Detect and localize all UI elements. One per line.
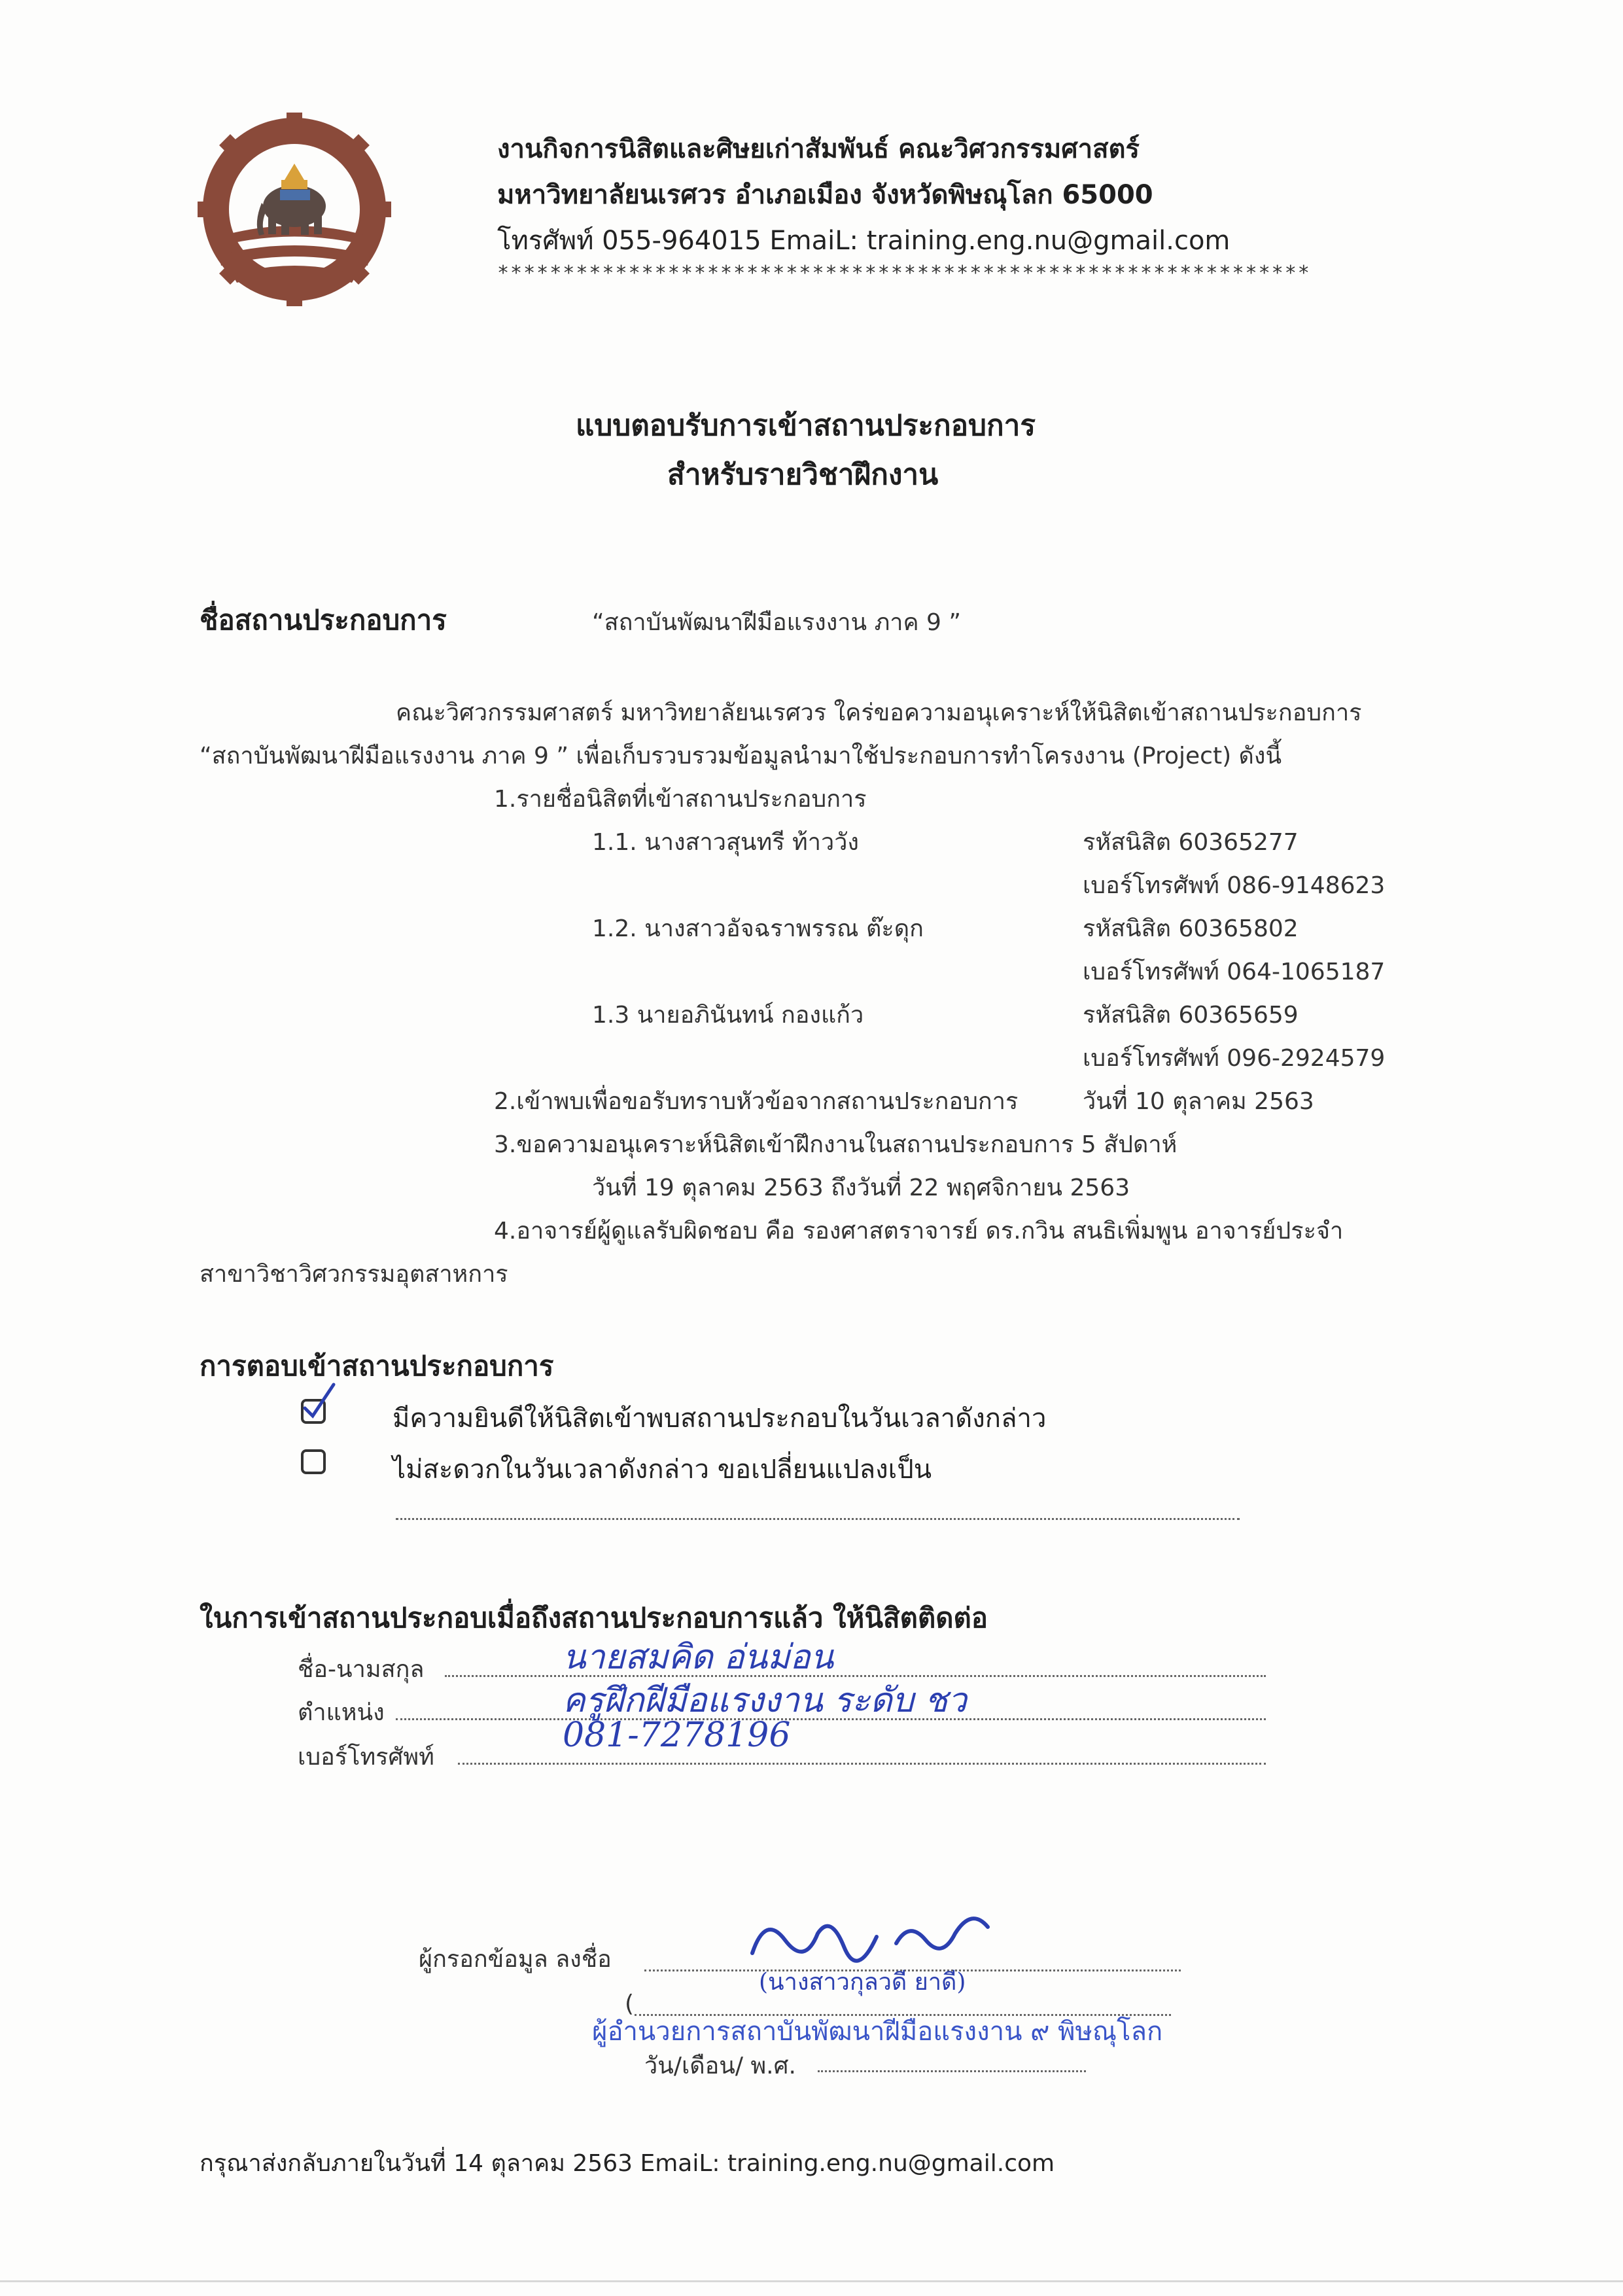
gear-elephant-logo-icon (196, 111, 393, 308)
alternative-date-field[interactable] (396, 1518, 1240, 1520)
signature-label: ผู้กรอกข้อมูล ลงชื่อ (419, 1946, 612, 1973)
signed-name: (นางสาวกุลวดี ยาดี) (759, 1969, 966, 1996)
date-label: วัน/เดือน/ พ.ศ. (644, 2053, 796, 2079)
student-1-phone: เบอร์โทรศัพท์ 086-9148623 (1083, 872, 1386, 899)
item-2-date: วันที่ 10 ตุลาคม 2563 (1083, 1088, 1314, 1115)
signature-scribble-icon (746, 1901, 1007, 1973)
decline-checkbox[interactable] (301, 1449, 326, 1474)
contact-position-value[interactable]: ครูฝึกฝีมือแรงงาน ระดับ ชว (563, 1681, 967, 1720)
contact-phone-line (458, 1763, 1266, 1765)
header-line-2: มหาวิทยาลัยนเรศวร อำเภอเมือง จังหวัดพิษณุโลก 65000 (497, 180, 1153, 210)
page-title: แบบตอบรับการเข้าสถานประกอบการ (576, 409, 1036, 442)
header-stars: ************************************************************** (497, 262, 1311, 285)
faculty-logo (196, 111, 393, 308)
accept-checkbox[interactable] (301, 1399, 326, 1424)
page-bottom-edge (0, 2280, 1623, 2282)
student-1-id: รหัสนิสิต 60365277 (1083, 829, 1299, 856)
contact-name-value[interactable]: นายสมคิด อ่นม่อน (563, 1638, 834, 1677)
company-value: “สถาบันพัฒนาฝีมือแรงงาน ภาค 9 ” (592, 609, 962, 636)
header-line-3: โทรศัพท์ 055-964015 EmaiL: training.eng.nu@gmail.com (497, 226, 1230, 256)
item-3-dates: วันที่ 19 ตุลาคม 2563 ถึงวันที่ 22 พฤศจิกายน 2563 (592, 1174, 1130, 1201)
student-3-name: 1.3 นายอภินันทน์ กองแก้ว (592, 1002, 864, 1029)
page-subtitle: สำหรับรายวิชาฝึกงาน (667, 458, 939, 491)
student-3-id: รหัสนิสิต 60365659 (1083, 1002, 1299, 1029)
item-4-line-1: 4.อาจารย์ผู้ดูแลรับผิดชอบ คือ รองศาสตราจารย์ ดร.กวิน สนธิเพิ่มพูน อาจารย์ประจำ (494, 1218, 1344, 1245)
date-line[interactable] (818, 2070, 1086, 2072)
accept-option-label: มีความยินดีให้นิสิตเข้าพบสถานประกอบในวันเวลาดังกล่าว (393, 1404, 1047, 1434)
student-3-phone: เบอร์โทรศัพท์ 096-2924579 (1083, 1045, 1386, 1072)
decline-option-label: ไม่สะดวกในวันเวลาดังกล่าว ขอเปลี่ยนแปลงเป็น (393, 1455, 932, 1485)
header-line-1: งานกิจการนิสิตและศิษยเก่าสัมพันธ์ คณะวิศวกรรมศาสตร์ (497, 134, 1140, 164)
contact-phone-value[interactable]: 081-7278196 (563, 1716, 791, 1755)
company-label: ชื่อสถานประกอบการ (200, 604, 447, 636)
contact-phone-label: เบอร์โทรศัพท์ (298, 1744, 434, 1771)
signature-open-paren: ( (625, 1990, 635, 2017)
intro-line-2: “สถาบันพัฒนาฝีมือแรงงาน ภาค 9 ” เพื่อเก็บรวบรวมข้อมูลนำมาใช้ประกอบการทำโครงงาน (Project) ดังนี้ (200, 743, 1282, 769)
intro-line-1: คณะวิศวกรรมศาสตร์ มหาวิทยาลัยนเรศวร ใคร่ขอความอนุเคราะห์ให้นิสิตเข้าสถานประกอบการ (396, 699, 1362, 726)
contact-name-label: ชื่อ-นามสกุล (298, 1656, 425, 1683)
item-3: 3.ขอความอนุเคราะห์นิสิตเข้าฝึกงานในสถานประกอบการ 5 สัปดาห์ (494, 1131, 1178, 1158)
checkmark-icon (300, 1382, 339, 1421)
item-4-line-2: สาขาวิชาวิศวกรรมอุตสาหการ (200, 1261, 508, 1288)
contact-position-label: ตำแหน่ง (298, 1699, 385, 1726)
student-2-phone: เบอร์โทรศัพท์ 064-1065187 (1083, 959, 1386, 985)
contact-heading: ในการเข้าสถานประกอบเมื่อถึงสถานประกอบการแล้ว ให้นิสิตติดต่อ (200, 1602, 988, 1634)
student-2-id: รหัสนิสิต 60365802 (1083, 915, 1299, 942)
student-list-heading: 1.รายชื่อนิสิตที่เข้าสถานประกอบการ (494, 786, 867, 813)
student-2-name: 1.2. นางสาวอัจฉราพรรณ ต๊ะดุก (592, 915, 924, 942)
item-2: 2.เข้าพบเพื่อขอรับทราบหัวข้อจากสถานประกอบการ (494, 1088, 1019, 1115)
position-stamp: ผู้อำนวยการสถาบันพัฒนาฝีมือแรงงาน ๙ พิษณุโลก (592, 2017, 1163, 2047)
response-heading: การตอบเข้าสถานประกอบการ (200, 1350, 554, 1382)
student-1-name: 1.1. นางสาวสุนทรี ท้าววัง (592, 829, 859, 856)
footer-text: กรุณาส่งกลับภายในวันที่ 14 ตุลาคม 2563 EmaiL: training.eng.nu@gmail.com (200, 2150, 1055, 2177)
